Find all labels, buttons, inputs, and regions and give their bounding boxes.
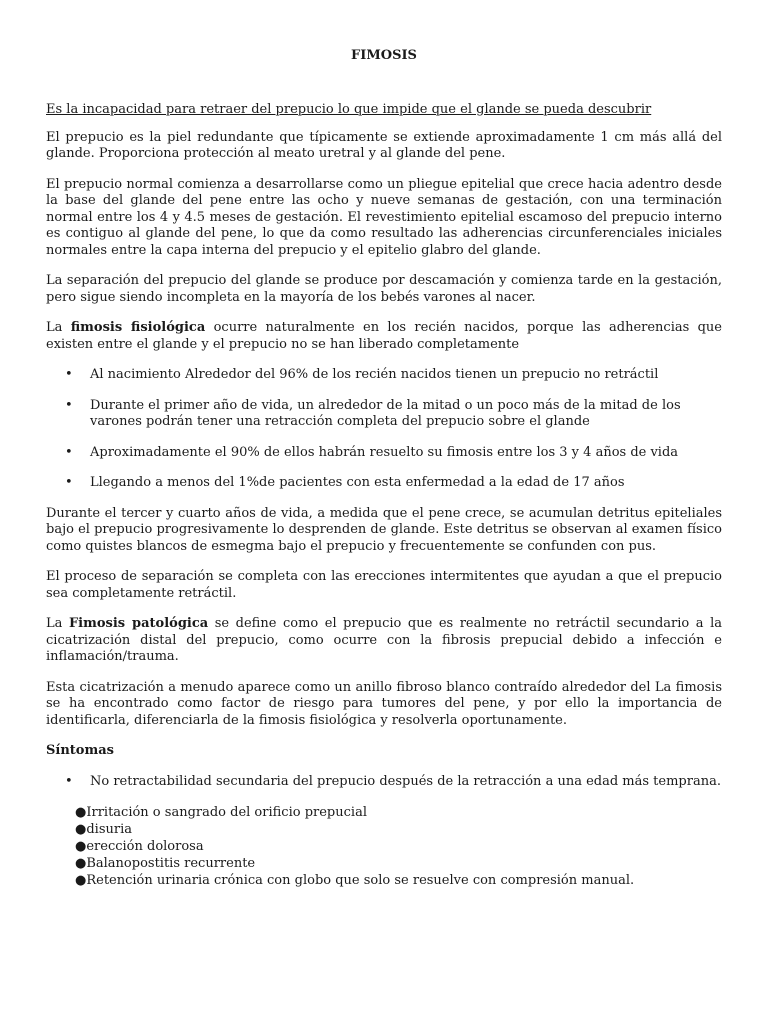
paragraph-prepucio-definition: El prepucio es la piel redundante que típicamente se extiende aproximadamente 1 cm más allá del glande. Proporciona protección al meato uretral y al glande del pene. — [46, 129, 722, 161]
bullet-icon: • — [65, 397, 73, 413]
list-item: ●erección dolorosa — [75, 839, 204, 854]
paragraph-fimosis-fisiologica — [46, 320, 722, 353]
bullet-icon: • — [65, 444, 73, 460]
list-item-text: Durante el primer año de vida, un alrededor de la mitad o un poco más de la mitad de los varones podrán tener una retracción completa del prepucio sobre el glande — [90, 397, 681, 429]
text-rest: se define como el prepucio que es realmente no retráctil secundario a la cicatrización distal del prepucio, como ocurre con la fibrosis prepucial debido a infección e inflamación/trauma. — [46, 616, 722, 664]
list-item — [46, 367, 722, 384]
list-item — [46, 398, 722, 431]
list-item — [46, 445, 722, 462]
paragraph-cicatrizacion: Esta cicatrización a menudo aparece como un anillo fibroso blanco contraído alrededor del La fimosis se ha encontrado como factor de riesgo para tumores del pene, y por ello la importancia de identificarla, diferenciarla de la fimosis fisiológica y resolverla oportunamente. — [46, 679, 722, 728]
paragraph-prepucio-development: El prepucio normal comienza a desarrollarse como un pliegue epitelial que crece hacia adentro desde la base del glande del pene entre las ocho y nueve semanas de gestación, con una terminación normal entre los 4 y 4.5 meses de gestación. El revestimiento epitelial escamoso del prepucio interno es contiguo al glande del pene, lo que da como resultado las adherencias circunferenciales iniciales normales entre la capa interna del prepucio y el epitelio glabro del glande. — [46, 176, 722, 258]
list-item — [46, 774, 722, 791]
bullet-icon: • — [65, 475, 73, 490]
list-item: ●disuria — [75, 822, 132, 837]
list-item: ●Retención urinaria crónica con globo que solo se resuelve con compresión manual. — [75, 873, 635, 888]
sintomas-main-list — [46, 774, 722, 791]
list-item: ●Irritación o sangrado del orificio prepucial — [75, 805, 367, 820]
bullet-icon: • — [65, 773, 73, 789]
list-item-text: Aproximadamente el 90% de ellos habrán resuelto su fimosis entre los 3 y 4 años de vida — [90, 444, 679, 460]
list-item — [46, 475, 722, 492]
paragraph-detritus: Durante el tercer y cuarto años de vida, a medida que el pene crece, se acumulan detritus epiteliales bajo el prepucio progresivamente lo desprenden de glande. Este detritus se observan al examen físico como quistes blancos de esmegma bajo el prepucio y frecuentemente se confunden con pus. — [46, 505, 722, 554]
bullet-icon: • — [65, 367, 73, 382]
list-item-text: Al nacimiento Alrededor del 96% de los recién nacidos tienen un prepucio no retráctil — [90, 367, 659, 382]
sintomas-items-list — [46, 804, 722, 889]
list-item-text: Llegando a menos del 1%de pacientes con esta enfermedad a la edad de 17 años — [90, 475, 625, 490]
text-prefix: La — [46, 616, 69, 631]
paragraph-separation: La separación del prepucio del glande se produce por descamación y comienza tarde en la gestación, pero sigue siendo incompleta en la mayoría de los bebés varones al nacer. — [46, 273, 722, 305]
paragraph-fimosis-patologica — [46, 616, 722, 666]
sintomas-heading: Síntomas — [46, 743, 114, 758]
list-item: ●Balanopostitis recurrente — [75, 856, 256, 871]
document-title: FIMOSIS — [351, 48, 417, 63]
paragraph-erecciones: El proceso de separación se completa con las erecciones intermitentes que ayudan a que el prepucio sea completamente retráctil. — [46, 569, 722, 601]
list-item-text: No retractabilidad secundaria del prepucio después de la retracción a una edad más temprana. — [90, 773, 721, 789]
term-fimosis-fisiologica: fimosis fisiológica — [70, 320, 206, 335]
term-fimosis-patologica: Fimosis patológica — [68, 616, 209, 631]
text-rest: ocurre naturalmente en los recién nacidos, porque las adherencias que existen entre el glande y el prepucio no se han liberado completamente — [46, 320, 722, 352]
fisiologica-bullet-list — [46, 367, 722, 492]
definition-intro: Es la incapacidad para retraer del prepucio lo que impide que el glande se pueda descubrir — [46, 102, 652, 117]
text-prefix: La — [46, 320, 71, 335]
